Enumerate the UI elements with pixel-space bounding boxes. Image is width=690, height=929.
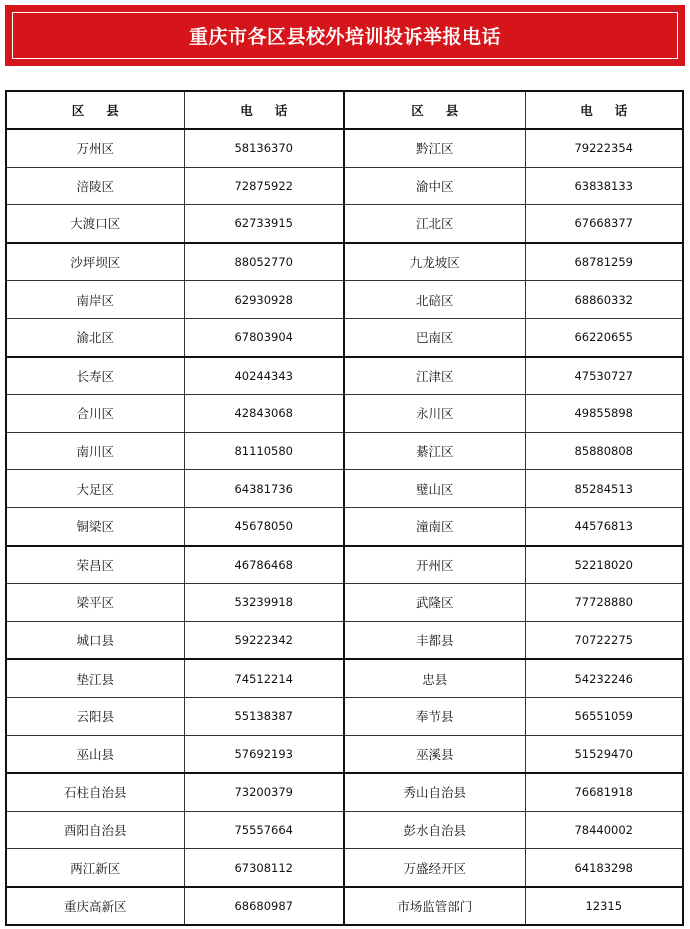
phone-number-cell: 47530727 xyxy=(525,357,683,395)
header-district-left: 区 县 xyxy=(6,91,184,129)
table-row xyxy=(6,811,683,849)
title-banner xyxy=(5,5,685,66)
district-name-cell: 黔江区 xyxy=(344,129,525,167)
phone-number-cell: 64183298 xyxy=(525,849,683,887)
district-name-cell: 巴南区 xyxy=(344,318,525,356)
phone-number-cell: 72875922 xyxy=(184,167,344,205)
district-name-cell: 梁平区 xyxy=(6,584,184,622)
district-name-cell: 开州区 xyxy=(344,546,525,584)
district-name-cell: 江北区 xyxy=(344,205,525,243)
table-row xyxy=(6,205,683,243)
phone-number-cell: 70722275 xyxy=(525,621,683,659)
table-row xyxy=(6,167,683,205)
phone-number-cell: 54232246 xyxy=(525,659,683,697)
table-row xyxy=(6,470,683,508)
district-name-cell: 两江新区 xyxy=(6,849,184,887)
phone-number-cell: 68781259 xyxy=(525,243,683,281)
table-row xyxy=(6,697,683,735)
district-name-cell: 石柱自治县 xyxy=(6,773,184,811)
phone-number-cell: 53239918 xyxy=(184,584,344,622)
phone-number-cell: 59222342 xyxy=(184,621,344,659)
district-name-cell: 巫山县 xyxy=(6,735,184,773)
table-row xyxy=(6,584,683,622)
phone-number-cell: 64381736 xyxy=(184,470,344,508)
table-body xyxy=(6,129,683,925)
district-name-cell: 江津区 xyxy=(344,357,525,395)
phone-number-cell: 58136370 xyxy=(184,129,344,167)
table-row xyxy=(6,395,683,433)
phone-number-cell: 88052770 xyxy=(184,243,344,281)
district-name-cell: 南岸区 xyxy=(6,281,184,319)
district-name-cell: 大足区 xyxy=(6,470,184,508)
district-name-cell: 重庆高新区 xyxy=(6,887,184,926)
district-name-cell: 永川区 xyxy=(344,395,525,433)
phone-number-cell: 67803904 xyxy=(184,318,344,356)
phone-number-cell: 12315 xyxy=(525,887,683,926)
district-name-cell: 合川区 xyxy=(6,395,184,433)
district-name-cell: 市场监管部门 xyxy=(344,887,525,926)
district-name-cell: 渝中区 xyxy=(344,167,525,205)
phone-number-cell: 49855898 xyxy=(525,395,683,433)
phone-number-cell: 68680987 xyxy=(184,887,344,926)
phone-number-cell: 44576813 xyxy=(525,507,683,545)
phone-number-cell: 63838133 xyxy=(525,167,683,205)
table-row xyxy=(6,318,683,356)
table-row xyxy=(6,659,683,697)
district-name-cell: 万州区 xyxy=(6,129,184,167)
header-phone-right: 电 话 xyxy=(525,91,683,129)
phone-number-cell: 56551059 xyxy=(525,697,683,735)
district-name-cell: 秀山自治县 xyxy=(344,773,525,811)
table-row xyxy=(6,887,683,926)
district-name-cell: 铜梁区 xyxy=(6,507,184,545)
district-name-cell: 璧山区 xyxy=(344,470,525,508)
district-name-cell: 万盛经开区 xyxy=(344,849,525,887)
phone-number-cell: 73200379 xyxy=(184,773,344,811)
phone-number-cell: 85284513 xyxy=(525,470,683,508)
district-name-cell: 潼南区 xyxy=(344,507,525,545)
district-name-cell: 涪陵区 xyxy=(6,167,184,205)
district-name-cell: 彭水自治县 xyxy=(344,811,525,849)
district-name-cell: 忠县 xyxy=(344,659,525,697)
district-name-cell: 云阳县 xyxy=(6,697,184,735)
table-header-row xyxy=(6,91,683,129)
header-phone-left: 电 话 xyxy=(184,91,344,129)
phone-number-cell: 67308112 xyxy=(184,849,344,887)
district-name-cell: 垫江县 xyxy=(6,659,184,697)
district-name-cell: 綦江区 xyxy=(344,432,525,470)
table-row xyxy=(6,507,683,545)
phone-number-cell: 52218020 xyxy=(525,546,683,584)
phone-number-cell: 46786468 xyxy=(184,546,344,584)
district-name-cell: 武隆区 xyxy=(344,584,525,622)
phone-number-cell: 68860332 xyxy=(525,281,683,319)
hotline-table xyxy=(5,90,684,926)
phone-number-cell: 45678050 xyxy=(184,507,344,545)
district-name-cell: 荣昌区 xyxy=(6,546,184,584)
phone-number-cell: 62733915 xyxy=(184,205,344,243)
district-name-cell: 丰都县 xyxy=(344,621,525,659)
table-row xyxy=(6,735,683,773)
phone-number-cell: 55138387 xyxy=(184,697,344,735)
district-name-cell: 奉节县 xyxy=(344,697,525,735)
table-row xyxy=(6,129,683,167)
phone-number-cell: 62930928 xyxy=(184,281,344,319)
district-name-cell: 北碚区 xyxy=(344,281,525,319)
page-title: 重庆市各区县校外培训投诉举报电话 xyxy=(188,26,501,48)
table-row xyxy=(6,243,683,281)
title-banner-frame xyxy=(12,12,678,59)
district-name-cell: 长寿区 xyxy=(6,357,184,395)
district-name-cell: 巫溪县 xyxy=(344,735,525,773)
table-row xyxy=(6,432,683,470)
phone-number-cell: 85880808 xyxy=(525,432,683,470)
phone-number-cell: 78440002 xyxy=(525,811,683,849)
phone-number-cell: 79222354 xyxy=(525,129,683,167)
phone-number-cell: 66220655 xyxy=(525,318,683,356)
district-name-cell: 渝北区 xyxy=(6,318,184,356)
table-row xyxy=(6,773,683,811)
phone-number-cell: 51529470 xyxy=(525,735,683,773)
district-name-cell: 城口县 xyxy=(6,621,184,659)
phone-number-cell: 67668377 xyxy=(525,205,683,243)
table-row xyxy=(6,621,683,659)
phone-number-cell: 57692193 xyxy=(184,735,344,773)
phone-number-cell: 76681918 xyxy=(525,773,683,811)
phone-number-cell: 77728880 xyxy=(525,584,683,622)
phone-number-cell: 74512214 xyxy=(184,659,344,697)
phone-number-cell: 42843068 xyxy=(184,395,344,433)
table-row xyxy=(6,281,683,319)
phone-number-cell: 75557664 xyxy=(184,811,344,849)
district-name-cell: 沙坪坝区 xyxy=(6,243,184,281)
table-row xyxy=(6,357,683,395)
header-district-right: 区 县 xyxy=(344,91,525,129)
district-name-cell: 酉阳自治县 xyxy=(6,811,184,849)
table-row xyxy=(6,849,683,887)
phone-number-cell: 81110580 xyxy=(184,432,344,470)
table-row xyxy=(6,546,683,584)
district-name-cell: 南川区 xyxy=(6,432,184,470)
district-name-cell: 九龙坡区 xyxy=(344,243,525,281)
district-name-cell: 大渡口区 xyxy=(6,205,184,243)
phone-number-cell: 40244343 xyxy=(184,357,344,395)
